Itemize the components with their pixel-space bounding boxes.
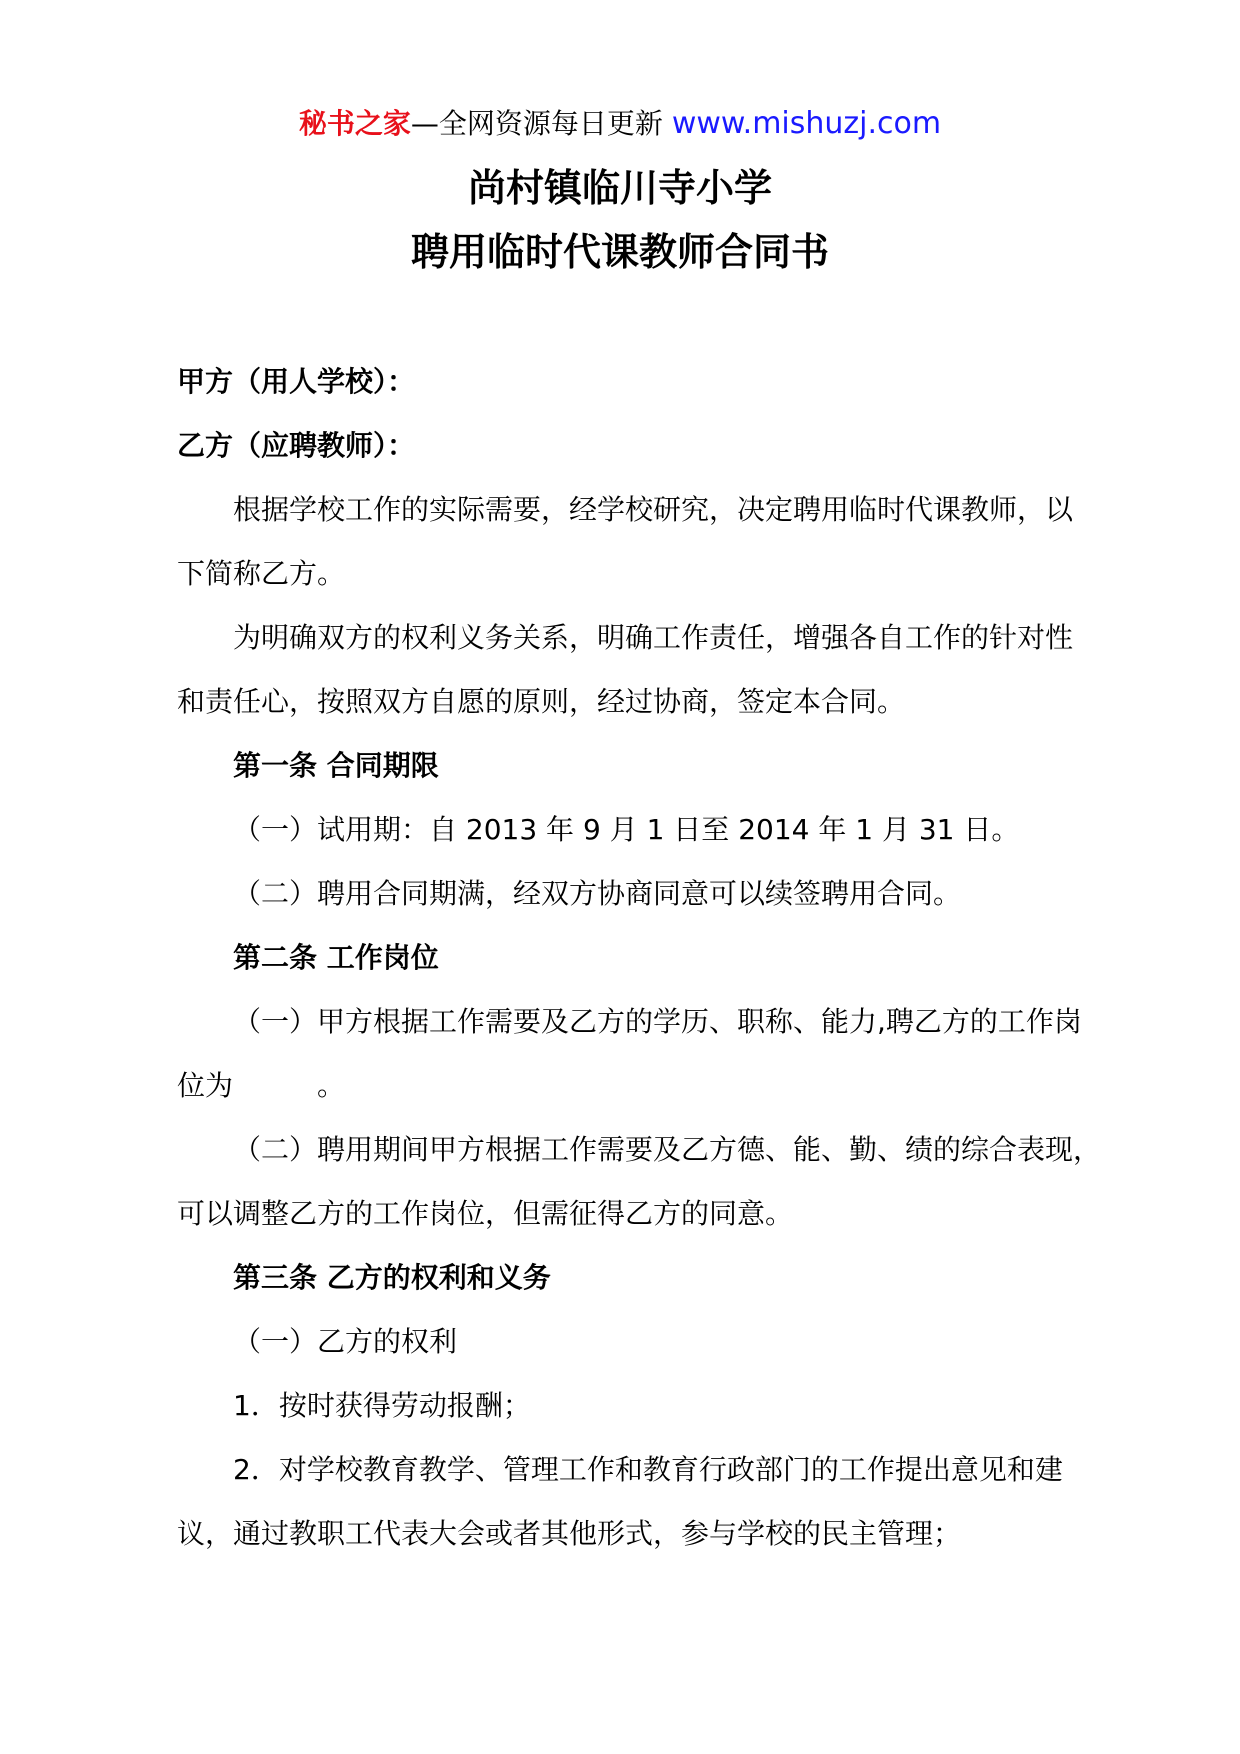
clause-line: 1．按时获得劳动报酬；	[233, 1389, 531, 1422]
article-heading: 第三条 乙方的权利和义务	[233, 1261, 551, 1294]
site-header	[0, 100, 1240, 148]
article-heading: 第二条 工作岗位	[233, 941, 439, 974]
paragraph-line: 为明确双方的权利义务关系，明确工作责任，增强各自工作的针对性	[233, 621, 1074, 654]
paragraph-line: 根据学校工作的实际需要，经学校研究，决定聘用临时代课教师，以	[233, 493, 1074, 526]
paragraph-line: 和责任心，按照双方自愿的原则，经过协商，签定本合同。	[177, 685, 906, 718]
clause-line: 位为 。	[177, 1069, 346, 1102]
header-slogan: —全网资源每日更新	[410, 107, 663, 140]
document-title-contract: 聘用临时代课教师合同书	[410, 230, 829, 274]
clause-line: （一）甲方根据工作需要及乙方的学历、职称、能力,聘乙方的工作岗	[233, 1005, 1082, 1038]
party-b-label: 乙方（应聘教师）：	[177, 429, 416, 462]
clause-line: （一）试用期：自 2013 年 9 月 1 日至 2014 年 1 月 31 日。	[233, 813, 1020, 846]
clause-line: 议，通过教职工代表大会或者其他形式，参与学校的民主管理；	[177, 1517, 962, 1550]
clause-line: 2．对学校教育教学、管理工作和教育行政部门的工作提出意见和建	[233, 1453, 1063, 1486]
article-heading: 第一条 合同期限	[233, 749, 439, 782]
clause-line: （一）乙方的权利	[233, 1325, 458, 1358]
site-url-link[interactable]: www.mishuzj.com	[671, 106, 942, 141]
clause-line: （二）聘用合同期满，经双方协商同意可以续签聘用合同。	[233, 877, 962, 910]
paragraph-line: 下简称乙方。	[177, 557, 346, 590]
clause-line: （二）聘用期间甲方根据工作需要及乙方德、能、勤、绩的综合表现，	[233, 1133, 1102, 1166]
party-a-label: 甲方（用人学校）：	[177, 365, 416, 398]
clause-line: 可以调整乙方的工作岗位，但需征得乙方的同意。	[177, 1197, 794, 1230]
document-title-school: 尚村镇临川寺小学	[467, 166, 772, 210]
brand-name: 秘书之家	[298, 107, 411, 140]
